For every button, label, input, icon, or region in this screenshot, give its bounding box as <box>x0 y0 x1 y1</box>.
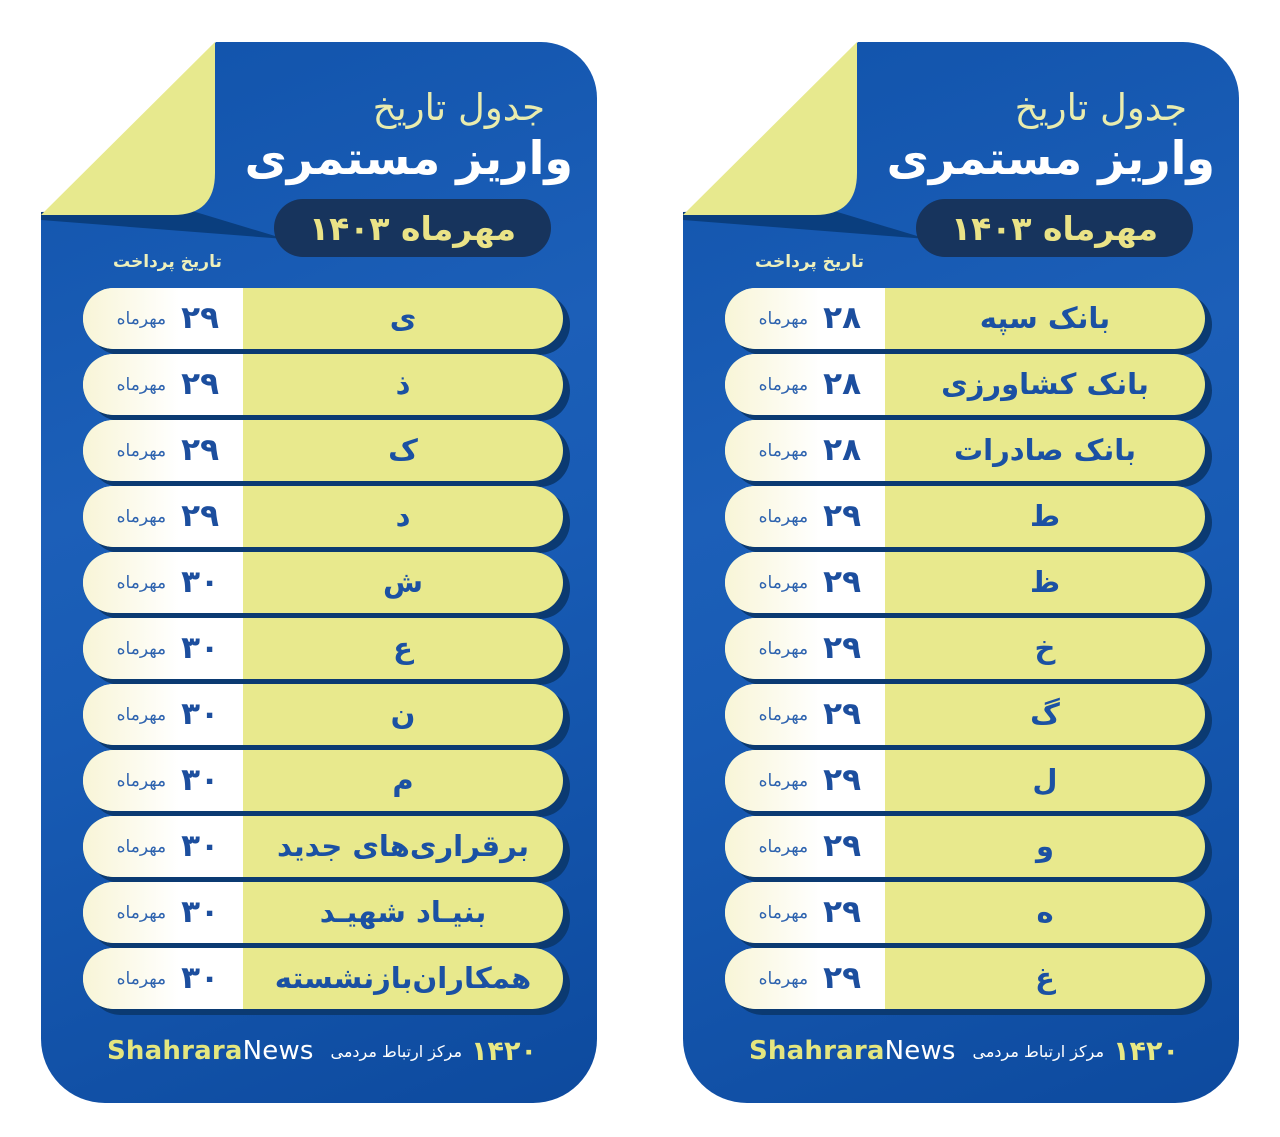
hotline-label: مرکز ارتباط مردمی <box>972 1041 1105 1061</box>
row-day-number: ۳۰ <box>181 894 219 930</box>
row-month-label: مهرماه <box>116 638 167 659</box>
row-payment-date <box>83 882 243 943</box>
row-day-number: ۲۸ <box>823 300 861 336</box>
month-badge: مهرماه ۱۴۰۳ <box>274 199 551 257</box>
row-payment-date <box>83 684 243 745</box>
table-row <box>725 552 1205 613</box>
row-payment-date <box>725 816 885 877</box>
row-day-number: ۲۹ <box>823 696 861 732</box>
row-name-label: خ <box>1034 631 1056 666</box>
table-row <box>725 882 1205 943</box>
row-name-label: گ <box>1030 697 1060 732</box>
row-month-label: مهرماه <box>758 638 809 659</box>
row-payment-date <box>83 552 243 613</box>
row-month-label: مهرماه <box>116 968 167 989</box>
header-line2: واریز مستمری <box>886 131 1215 186</box>
table-row <box>83 750 563 811</box>
row-name-label: برقراری‌های جدید <box>276 829 530 864</box>
row-name-label: ی <box>389 301 417 336</box>
brand-light: News <box>884 1036 956 1066</box>
row-day-number: ۳۰ <box>181 630 219 666</box>
table-row <box>83 882 563 943</box>
table-row <box>83 552 563 613</box>
table-row <box>83 948 563 1009</box>
payment-date-column-label: تاریخ پرداخت <box>113 252 222 272</box>
month-badge: مهرماه ۱۴۰۳ <box>916 199 1193 257</box>
row-name-label: ه <box>1036 895 1054 930</box>
row-payment-date <box>725 618 885 679</box>
payment-table-card-right <box>683 42 1239 1103</box>
row-payment-date <box>725 354 885 415</box>
brand-light: News <box>242 1036 314 1066</box>
row-day-number: ۲۹ <box>181 300 219 336</box>
row-day-number: ۳۰ <box>181 564 219 600</box>
row-name-label: بنیـاد شهیـد <box>319 895 487 930</box>
table-row <box>725 486 1205 547</box>
table-rows <box>725 288 1205 1009</box>
row-day-number: ۳۰ <box>181 960 219 996</box>
row-day-number: ۳۰ <box>181 762 219 798</box>
row-month-label: مهرماه <box>758 440 809 461</box>
table-row <box>725 288 1205 349</box>
row-payment-date <box>83 420 243 481</box>
card-footer <box>749 1036 1179 1066</box>
table-row <box>83 486 563 547</box>
row-day-number: ۲۹ <box>823 630 861 666</box>
row-name-label: ذ <box>395 367 411 402</box>
row-day-number: ۲۹ <box>823 762 861 798</box>
row-payment-date <box>725 684 885 745</box>
row-name-label: غ <box>1035 961 1055 996</box>
hotline-number: ۱۴۲۰ <box>1113 1035 1179 1067</box>
hotline <box>330 1035 538 1067</box>
row-payment-date <box>83 816 243 877</box>
row-month-label: مهرماه <box>116 770 167 791</box>
row-payment-date <box>83 948 243 1009</box>
row-day-number: ۳۰ <box>181 828 219 864</box>
row-month-label: مهرماه <box>758 704 809 725</box>
brand-logo <box>107 1036 314 1066</box>
row-month-label: مهرماه <box>116 572 167 593</box>
table-rows <box>83 288 563 1009</box>
table-row <box>83 420 563 481</box>
row-payment-date <box>83 288 243 349</box>
row-name-label: همکاران‌بازنشسته <box>274 961 532 996</box>
row-payment-date <box>725 552 885 613</box>
row-day-number: ۲۹ <box>823 894 861 930</box>
row-day-number: ۲۹ <box>823 498 861 534</box>
row-day-number: ۲۸ <box>823 366 861 402</box>
brand-bold: Shahrara <box>107 1036 243 1066</box>
row-month-label: مهرماه <box>758 572 809 593</box>
row-month-label: مهرماه <box>116 506 167 527</box>
row-payment-date <box>83 618 243 679</box>
row-day-number: ۳۰ <box>181 696 219 732</box>
row-day-number: ۲۹ <box>823 828 861 864</box>
row-name-label: ط <box>1029 499 1061 534</box>
row-month-label: مهرماه <box>758 902 809 923</box>
brand-logo <box>749 1036 956 1066</box>
row-name-label: د <box>395 499 411 534</box>
table-row <box>725 816 1205 877</box>
row-month-label: مهرماه <box>116 308 167 329</box>
header-line1: جدول تاریخ <box>372 86 545 129</box>
table-row <box>83 618 563 679</box>
row-month-label: مهرماه <box>758 506 809 527</box>
row-name-label: م <box>392 763 414 798</box>
row-day-number: ۲۹ <box>181 432 219 468</box>
table-row <box>725 750 1205 811</box>
row-payment-date <box>83 486 243 547</box>
payment-date-column-label: تاریخ پرداخت <box>755 252 864 272</box>
row-name-label: ع <box>393 631 413 666</box>
card-header <box>887 86 1215 188</box>
row-day-number: ۲۹ <box>181 366 219 402</box>
table-row <box>725 354 1205 415</box>
table-row <box>725 684 1205 745</box>
table-row <box>725 618 1205 679</box>
hotline-number: ۱۴۲۰ <box>471 1035 537 1067</box>
row-payment-date <box>83 750 243 811</box>
brand-bold: Shahrara <box>749 1036 885 1066</box>
row-month-label: مهرماه <box>758 836 809 857</box>
row-month-label: مهرماه <box>758 968 809 989</box>
row-payment-date <box>725 948 885 1009</box>
row-day-number: ۲۹ <box>823 960 861 996</box>
row-payment-date <box>725 882 885 943</box>
row-name-label: و <box>1035 829 1055 864</box>
header-line2: واریز مستمری <box>244 131 573 186</box>
row-name-label: ن <box>390 697 416 732</box>
row-day-number: ۲۹ <box>823 564 861 600</box>
hotline-label: مرکز ارتباط مردمی <box>330 1041 463 1061</box>
row-month-label: مهرماه <box>116 836 167 857</box>
row-month-label: مهرماه <box>758 308 809 329</box>
card-footer <box>107 1036 537 1066</box>
row-name-label: ظ <box>1029 565 1061 600</box>
row-month-label: مهرماه <box>116 374 167 395</box>
table-row <box>83 288 563 349</box>
row-name-label: بانک کشاورزی <box>941 367 1149 402</box>
table-row <box>83 684 563 745</box>
header-line1: جدول تاریخ <box>1014 86 1187 129</box>
table-row <box>83 354 563 415</box>
row-name-label: ش <box>382 565 424 600</box>
row-payment-date <box>725 750 885 811</box>
row-payment-date <box>725 420 885 481</box>
row-month-label: مهرماه <box>758 374 809 395</box>
row-name-label: ل <box>1032 763 1058 798</box>
row-name-label: بانک سپه <box>979 301 1111 336</box>
row-name-label: ک <box>388 433 418 468</box>
row-month-label: مهرماه <box>116 704 167 725</box>
table-row <box>725 948 1205 1009</box>
row-day-number: ۲۸ <box>823 432 861 468</box>
table-row <box>725 420 1205 481</box>
row-name-label: بانک صادرات <box>953 433 1137 468</box>
card-header <box>245 86 573 188</box>
hotline <box>972 1035 1180 1067</box>
row-payment-date <box>725 486 885 547</box>
row-month-label: مهرماه <box>116 902 167 923</box>
table-row <box>83 816 563 877</box>
row-payment-date <box>83 354 243 415</box>
row-month-label: مهرماه <box>758 770 809 791</box>
row-month-label: مهرماه <box>116 440 167 461</box>
row-day-number: ۲۹ <box>181 498 219 534</box>
row-payment-date <box>725 288 885 349</box>
payment-table-card-left <box>41 42 597 1103</box>
